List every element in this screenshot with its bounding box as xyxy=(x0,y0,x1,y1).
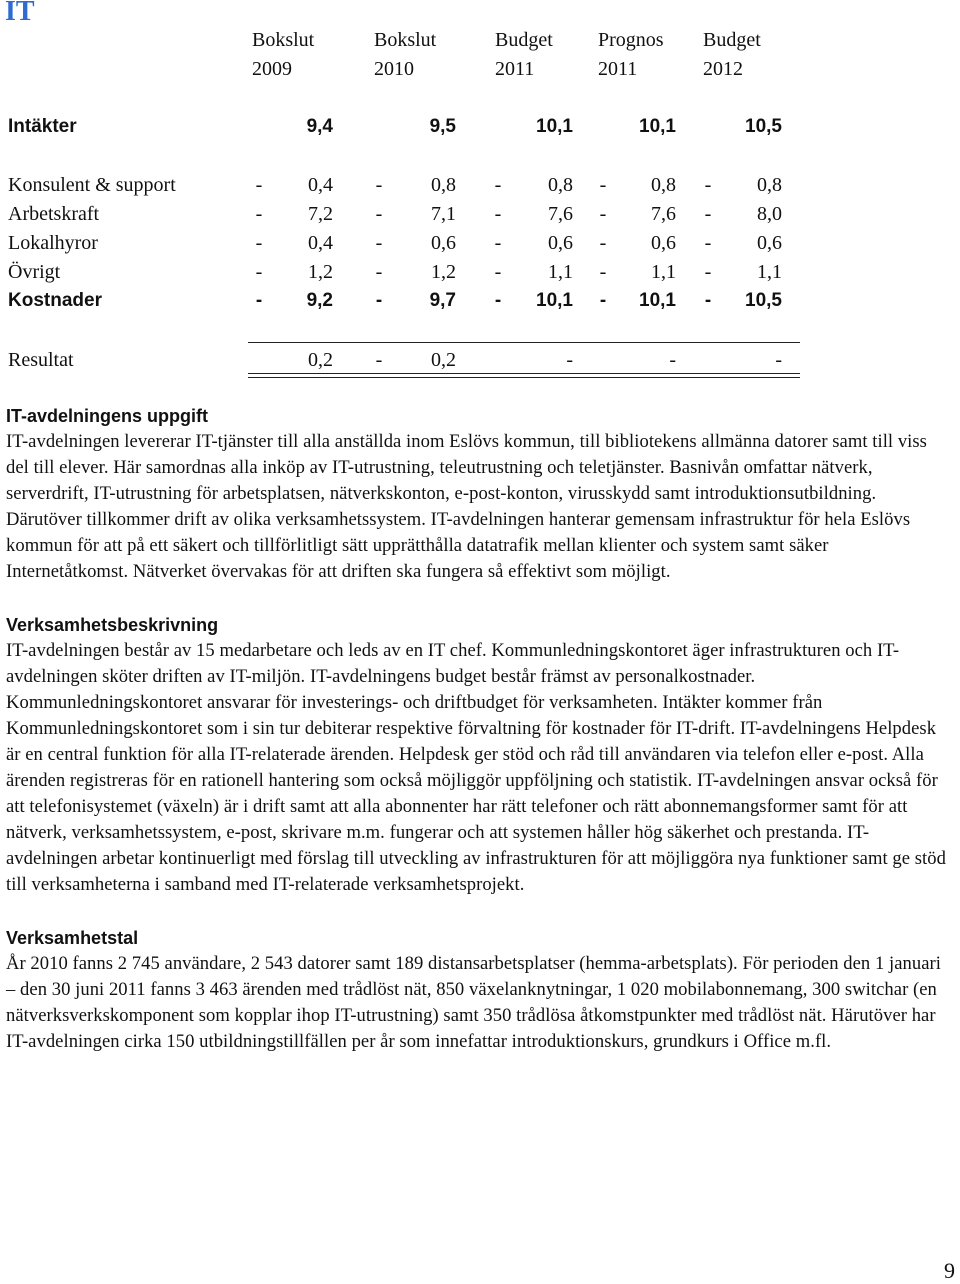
minus-sign: - xyxy=(704,261,712,283)
section-body: IT-avdelningen består av 15 medarbetare och leds av en IT chef. Kommunledningskontoret äger infrastrukturen och IT-avdelningen sköter driften av IT-miljön. IT-avdelningens budget består främst av personalkostnader. Kommunledningskontoret ansvarar för investerings- och driftbudget för verksamheten. Intäkter kommer från Kommunledningskontoret som i sin tur debiterar respektive förvaltning för kostnader för IT-drift. IT-avdelningens Helpdesk är en central funktion för alla IT-relaterade ärenden. Helpdesk ger stöd och råd till användaren via telefon eller e-post. Alla ärenden registreras för en rationell hantering som också möjliggör uppföljning och statistik. IT-avdelningen ansvar också för att telefonisystemet (växeln) är i drift samt att alla abonnenter har rätt telefoner och rätt abonnemangsformer samt för att nätverk, verksamhetssystem, e-post, skrivare m.m. fungerar och att systemen håller hög säkerhet och prestanda. IT-avdelningen arbetar kontinuerligt med förslag till utveckling av infrastrukturen för att möjliggöra nya funktioner samt ge stöd till verksamheterna i samband med IT-relaterade verksamhetsprojekt. xyxy=(6,639,946,896)
row-value: - xyxy=(566,349,573,371)
row-value: 10,5 xyxy=(745,116,782,137)
row-value: 0,2 xyxy=(308,349,333,371)
row-value: 9,4 xyxy=(306,116,333,137)
column-header-year: 2010 xyxy=(374,58,414,80)
minus-sign: - xyxy=(375,232,383,254)
minus-sign: - xyxy=(704,290,712,311)
row-value: 0,6 xyxy=(431,232,456,254)
row-value: 9,5 xyxy=(429,116,456,137)
minus-sign: - xyxy=(599,290,607,311)
minus-sign: - xyxy=(599,232,607,254)
column-header-year: 2012 xyxy=(703,58,743,80)
minus-sign: - xyxy=(255,203,263,225)
table-rule xyxy=(248,373,800,374)
minus-sign: - xyxy=(599,203,607,225)
row-value: 0,8 xyxy=(431,174,456,196)
minus-sign: - xyxy=(375,290,383,311)
row-value: 10,1 xyxy=(639,116,676,137)
row-value: 0,6 xyxy=(651,232,676,254)
row-value: 7,6 xyxy=(548,203,573,225)
row-value: 0,4 xyxy=(308,232,333,254)
minus-sign: - xyxy=(494,232,502,254)
minus-sign: - xyxy=(375,174,383,196)
minus-sign: - xyxy=(375,203,383,225)
row-value: 9,7 xyxy=(429,290,456,311)
row-value: 0,8 xyxy=(651,174,676,196)
budget-table xyxy=(0,0,960,380)
row-value: 0,8 xyxy=(548,174,573,196)
row-value: 10,5 xyxy=(745,290,782,311)
column-header-year: 2009 xyxy=(252,58,292,80)
column-header-label: Budget xyxy=(703,29,761,51)
row-value: 7,6 xyxy=(651,203,676,225)
section-body: IT-avdelningen levererar IT-tjänster till alla anställda inom Eslövs kommun, till bibliotekens allmänna datorer samt till viss del till elever. Här samordnas alla inköp av IT-utrustning, teleutrustning och teletjänster. Basnivån omfattar nätverk, serverdrift, IT-utrustning för arbetsplatsen, nätverkskonton, e-post-konton, virusskydd samt introduktionsutbildning. Därutöver tillkommer drift av olika verksamhetssystem. IT-avdelningen hanterar gemensam infrastruktur för hela Eslövs kommun för att på ett säkert och tillförlitligt sätt upprätthålla datatrafik mellan klienter och system samt säker Internetåtkomst. Nätverket övervakas för att driften ska fungera så effektivt som möjligt. xyxy=(6,431,927,583)
row-value: 9,2 xyxy=(306,290,333,311)
row-value: 1,2 xyxy=(431,261,456,283)
minus-sign: - xyxy=(494,174,502,196)
row-value: 10,1 xyxy=(536,290,573,311)
row-label: Resultat xyxy=(8,349,74,371)
minus-sign: - xyxy=(704,203,712,225)
row-value: 7,1 xyxy=(431,203,456,225)
column-header-year: 2011 xyxy=(495,58,535,80)
column-header-label: Bokslut xyxy=(252,29,315,51)
minus-sign: - xyxy=(375,261,383,283)
row-value: 10,1 xyxy=(639,290,676,311)
minus-sign: - xyxy=(255,174,263,196)
row-label: Lokalhyror xyxy=(8,232,98,254)
row-value: - xyxy=(669,349,676,371)
minus-sign: - xyxy=(255,290,263,311)
row-label: Arbetskraft xyxy=(8,203,100,225)
row-value: 1,1 xyxy=(651,261,676,283)
row-value: 1,1 xyxy=(757,261,782,283)
section-it-task xyxy=(6,403,951,586)
section-title: Verksamhetstal xyxy=(6,927,139,948)
section-title: Verksamhetsbeskrivning xyxy=(6,614,219,635)
row-value: 0,2 xyxy=(431,349,456,371)
text-sections xyxy=(6,403,951,1055)
row-label: Konsulent & support xyxy=(8,174,176,196)
minus-sign: - xyxy=(375,349,383,371)
row-value: 1,2 xyxy=(308,261,333,283)
page-heading: IT xyxy=(5,0,35,27)
section-title: IT-avdelningens uppgift xyxy=(6,406,208,426)
row-value: 0,4 xyxy=(308,174,333,196)
row-value: 0,6 xyxy=(548,232,573,254)
minus-sign: - xyxy=(599,174,607,196)
minus-sign: - xyxy=(494,203,502,225)
row-label: Kostnader xyxy=(8,290,102,311)
section-body: År 2010 fanns 2 745 användare, 2 543 datorer samt 189 distansarbetsplatser (hemma-arbetsplats). För perioden den 1 januari – den 30 juni 2011 fanns 3 463 ärenden med trådlöst nät, 850 växelanknytningar, 1 020 mobilabonnemang, 300 switchar (en nätverksverkskomponent som kopplar ihop IT-utrustning) samt 350 trådlösa åtkomstpunkter med trådlöst nät. Härutöver har IT-avdelningen cirka 150 utbildningstillfällen per år som innefattar introduktionskurs, grundkurs i Office m.fl. xyxy=(6,952,941,1052)
column-header-label: Bokslut xyxy=(374,29,437,51)
section-operations-description xyxy=(6,612,951,899)
row-label: Intäkter xyxy=(8,116,77,137)
table-rule xyxy=(248,377,800,378)
minus-sign: - xyxy=(704,232,712,254)
minus-sign: - xyxy=(494,261,502,283)
column-header-label: Budget xyxy=(495,29,553,51)
minus-sign: - xyxy=(494,290,502,311)
row-value: 10,1 xyxy=(536,116,573,137)
row-value: 0,6 xyxy=(757,232,782,254)
row-label: Övrigt xyxy=(8,261,61,283)
row-value: 0,8 xyxy=(757,174,782,196)
minus-sign: - xyxy=(255,232,263,254)
table-rule xyxy=(248,342,800,343)
page-number: 9 xyxy=(944,1258,955,1283)
minus-sign: - xyxy=(704,174,712,196)
column-header-label: Prognos xyxy=(598,29,664,51)
minus-sign: - xyxy=(255,261,263,283)
minus-sign: - xyxy=(599,261,607,283)
column-header-year: 2011 xyxy=(598,58,638,80)
section-operations-figures xyxy=(6,925,951,1055)
row-value: 1,1 xyxy=(548,261,573,283)
row-value: - xyxy=(775,349,782,371)
row-value: 7,2 xyxy=(308,203,333,225)
row-value: 8,0 xyxy=(757,203,782,225)
